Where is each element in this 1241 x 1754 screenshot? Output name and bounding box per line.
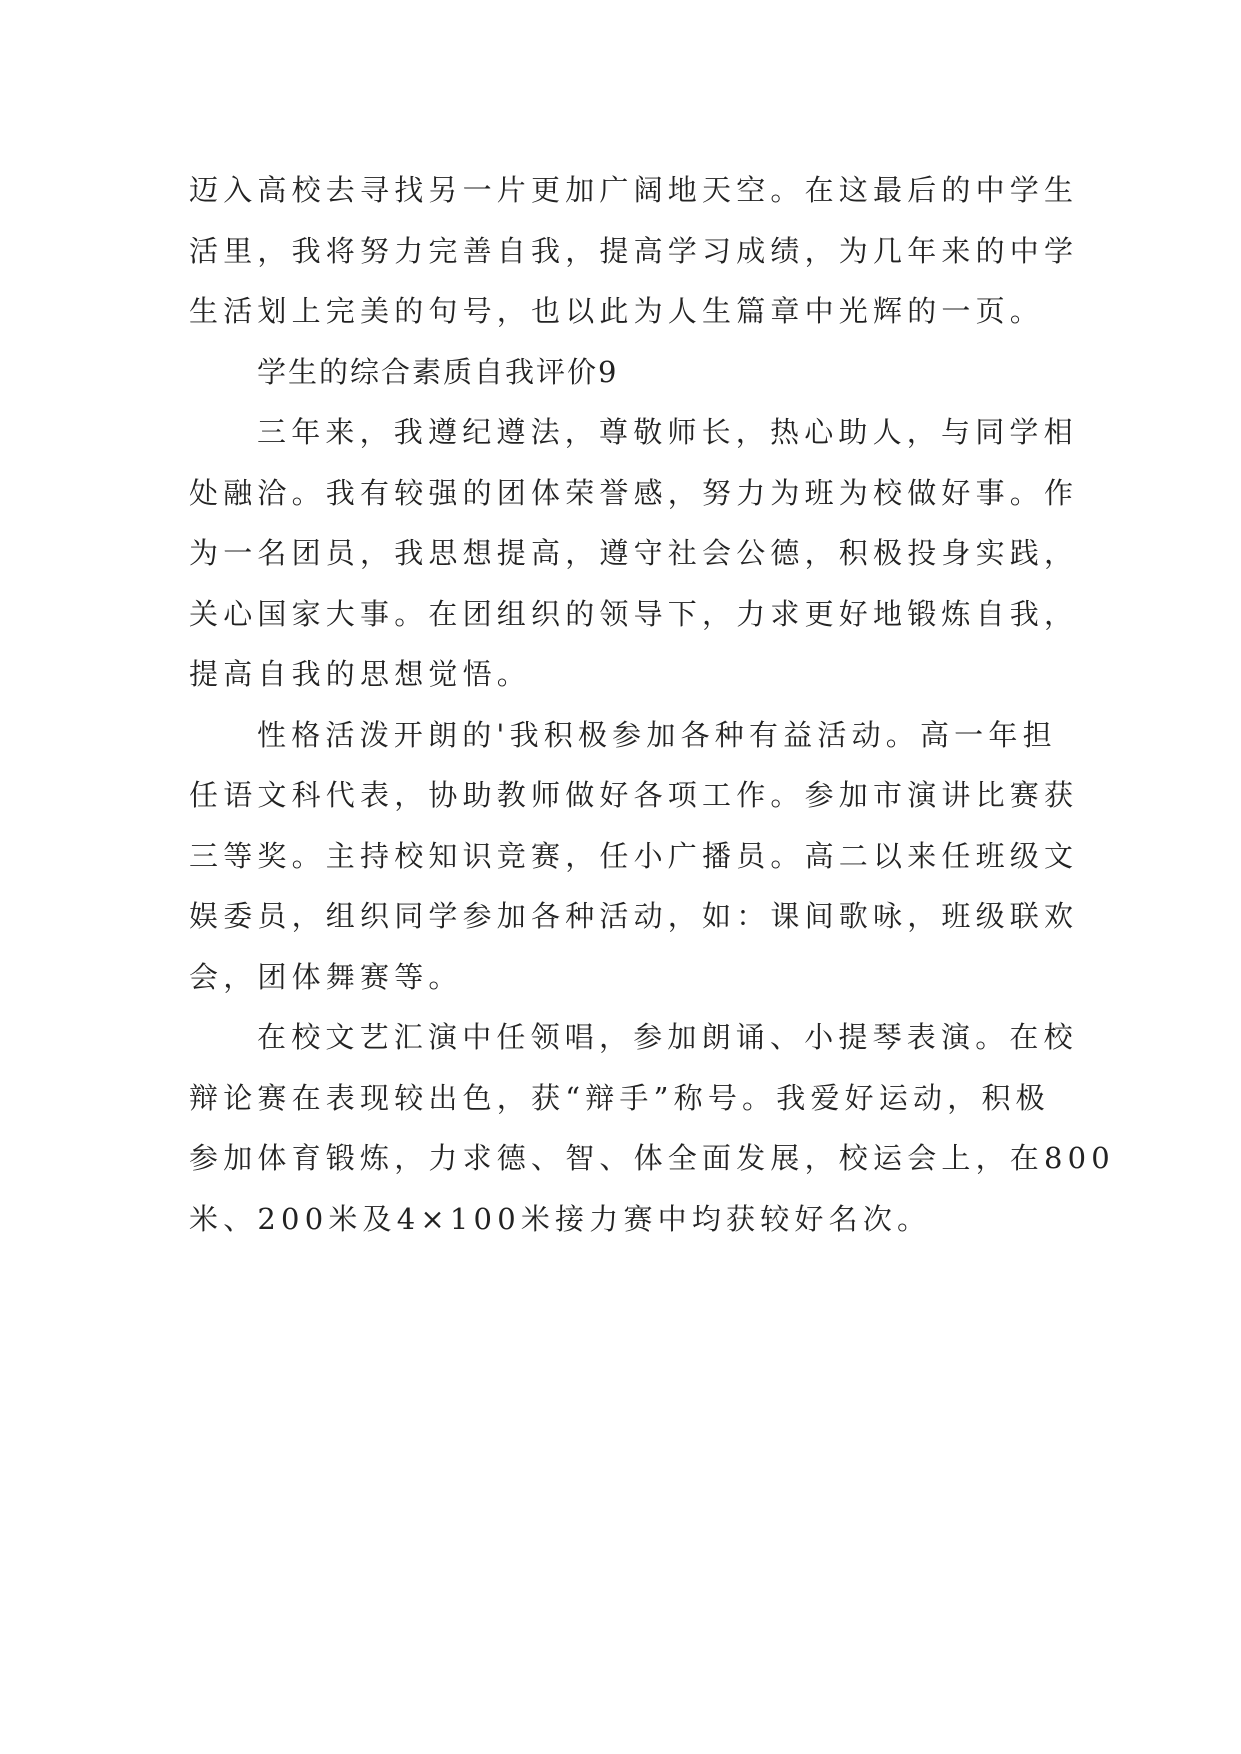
text-line: 活里，我将努力完善自我，提高学习成绩，为几年来的中学 <box>189 233 1079 268</box>
text-line: 娱委员，组织同学参加各种活动，如：课间歌咏，班级联欢 <box>189 899 1079 933</box>
text-line: 任语文科代表，协助教师做好各项工作。参加市演讲比赛获 <box>189 778 1079 812</box>
text-line: 辩论赛在表现较出色，获“辩手”称号。我爱好运动，积极 <box>189 1080 1050 1115</box>
text-line: 生活划上完美的句号，也以此为人生篇章中光辉的一页。 <box>189 294 1045 328</box>
text-line: 参加体育锻炼，力求德、智、体全面发展，校运会上，在800 <box>189 1141 1115 1175</box>
document-body <box>189 160 1115 1249</box>
text-line: 迈入高校去寻找另一片更加广阔地天空。在这最后的中学生 <box>189 173 1079 207</box>
text-line: 三等奖。主持校知识竞赛，任小广播员。高二以来任班级文 <box>189 838 1079 873</box>
text-line: 提高自我的思想觉悟。 <box>189 657 532 691</box>
section-heading: 学生的综合素质自我评价9 <box>257 354 619 389</box>
text-line: 米、200米及4×100米接力赛中均获较好名次。 <box>189 1201 932 1236</box>
paragraph-first-line: 在校文艺汇演中任领唱，参加朗诵、小提琴表演。在校 <box>257 1020 1078 1054</box>
text-line: 关心国家大事。在团组织的领导下，力求更好地锻炼自我， <box>189 596 1079 631</box>
text-line: 会，团体舞赛等。 <box>189 959 463 994</box>
paragraph-first-line: 性格活泼开朗的'我积极参加各种有益活动。高一年担 <box>257 717 1057 752</box>
text-line: 处融洽。我有较强的团体荣誉感，努力为班为校做好事。作 <box>189 475 1079 510</box>
paragraph-first-line: 三年来，我遵纪遵法，尊敬师长，热心助人，与同学相 <box>257 415 1078 449</box>
text-line: 为一名团员，我思想提高，遵守社会公德，积极投身实践， <box>189 536 1079 570</box>
